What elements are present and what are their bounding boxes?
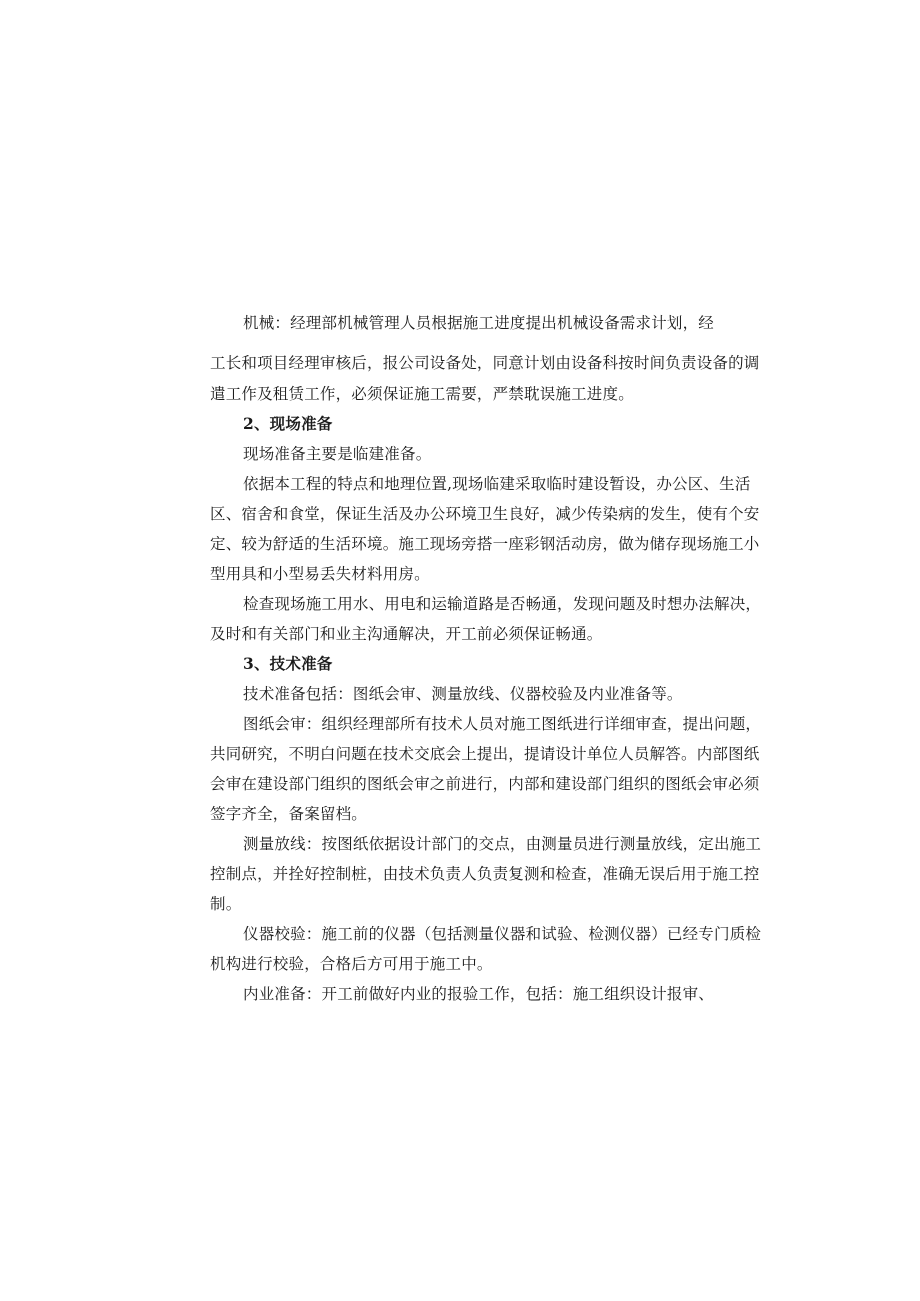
paragraph-line: 机械：经理部机械管理人员根据施工进度提出机械设备需求计划，经 [243, 314, 715, 332]
paragraph-line: 会审在建设部门组织的图纸会审之前进行，内部和建设部门组织的图纸会审必须 [210, 775, 760, 793]
paragraph-line: 仪器校验：施工前的仪器（包括测量仪器和试验、检测仪器）已经专门质检 [243, 925, 762, 943]
paragraph-line: 共同研究，不明白问题在技术交底会上提出，提请设计单位人员解答。内部图纸 [210, 745, 760, 763]
paragraph-line: 遣工作及租赁工作，必须保证施工需要，严禁耽误施工进度。 [210, 385, 634, 403]
paragraph-line: 测量放线：按图纸依据设计部门的交点，由测量员进行测量放线，定出施工 [243, 835, 762, 853]
paragraph-line: 区、宿舍和食堂，保证生活及办公环境卫生良好，减少传染病的发生，使有个安 [210, 505, 760, 523]
paragraph-line: 依据本工程的特点和地理位置,现场临建采取临时建设暂设，办公区、生活 [243, 475, 751, 493]
section-heading: 2、现场准备 [243, 414, 333, 433]
paragraph-line: 内业准备：开工前做好内业的报验工作，包括：施工组织设计报审、 [243, 985, 715, 1003]
paragraph-line: 制。 [210, 895, 242, 913]
paragraph-line: 技术准备包括：图纸会审、测量放线、仪器校验及内业准备等。 [243, 685, 683, 703]
paragraph-line: 工长和项目经理审核后，报公司设备处，同意计划由设备科按时间负责设备的调 [210, 354, 760, 372]
paragraph-line: 机构进行校验，合格后方可用于施工中。 [210, 955, 493, 973]
section-heading: 3、技术准备 [243, 654, 333, 673]
paragraph-line: 型用具和小型易丢失材料用房。 [210, 565, 430, 583]
paragraph-line: 及时和有关部门和业主沟通解决，开工前必须保证畅通。 [210, 625, 603, 643]
paragraph-line: 检查现场施工用水、用电和运输道路是否畅通，发现问题及时想办法解决， [243, 595, 762, 613]
paragraph-line: 签字齐全，备案留档。 [210, 805, 368, 823]
paragraph-line: 现场准备主要是临建准备。 [243, 445, 432, 463]
paragraph-line: 图纸会审：组织经理部所有技术人员对施工图纸进行详细审查，提出问题， [243, 715, 762, 733]
paragraph-line: 定、较为舒适的生活环境。施工现场旁搭一座彩钢活动房，做为储存现场施工小 [210, 535, 760, 553]
paragraph-line: 控制点，并拴好控制桩，由技术负责人负责复测和检查，准确无误后用于施工控 [210, 865, 760, 883]
